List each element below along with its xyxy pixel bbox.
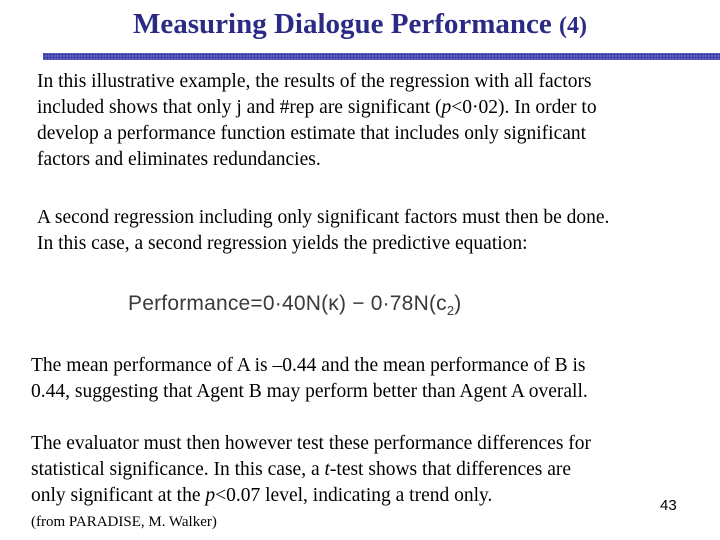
paragraph-mean-performance (31, 353, 691, 405)
title-divider (43, 53, 720, 60)
p4-text-a: The evaluator must then however test these performance differences for statistical significance. In this case, a (31, 433, 592, 480)
paragraph-regression-all-factors (37, 69, 697, 173)
equation-lhs: Performance (128, 292, 251, 315)
p4-italic-t: t (324, 459, 330, 480)
equation-term-2-subscript: 2 (446, 303, 455, 319)
page-number: 43 (660, 497, 677, 514)
p4-text-b: -test shows that differences are only significant at the (31, 459, 572, 506)
p2-text: A second regression including only significant factors must then be done. In this case, a second regression yields the predictive equation: (37, 207, 610, 254)
p4-text-c: <0.07 level, indicating a trend only. (215, 485, 493, 506)
p1-italic-p: p (441, 97, 452, 118)
paragraph-significance-test (31, 431, 671, 509)
equation-term-2-close: ) (454, 292, 462, 315)
equation-equals: = (250, 292, 263, 315)
paragraph-second-regression (37, 205, 697, 257)
slide-title (0, 8, 720, 41)
p3-text: The mean performance of A is –0.44 and the mean performance of B is 0.44, suggesting that Agent B may perform better than Agent A overall. (31, 355, 588, 402)
equation-minus: − (346, 292, 371, 315)
slide-title-text: Measuring Dialogue Performance (132, 8, 552, 40)
p1-text-b: <0·02). In order to develop a performance function estimate that includes only significant factors and eliminates redundancies. (37, 97, 597, 170)
p4-italic-p: p (205, 485, 216, 506)
p1-text-a: In this illustrative example, the results of the regression with all factors included shows that only j and #rep are significant ( (37, 71, 592, 118)
equation-term-2: N(c (413, 292, 447, 315)
equation-term-1: N(κ) (305, 292, 347, 315)
equation-coef-1: 0·40 (262, 292, 306, 315)
source-citation: (from PARADISE, M. Walker) (31, 514, 217, 530)
equation-coef-2: 0·78 (370, 292, 414, 315)
performance-equation (128, 292, 461, 318)
slide-title-number: (4) (559, 13, 588, 39)
